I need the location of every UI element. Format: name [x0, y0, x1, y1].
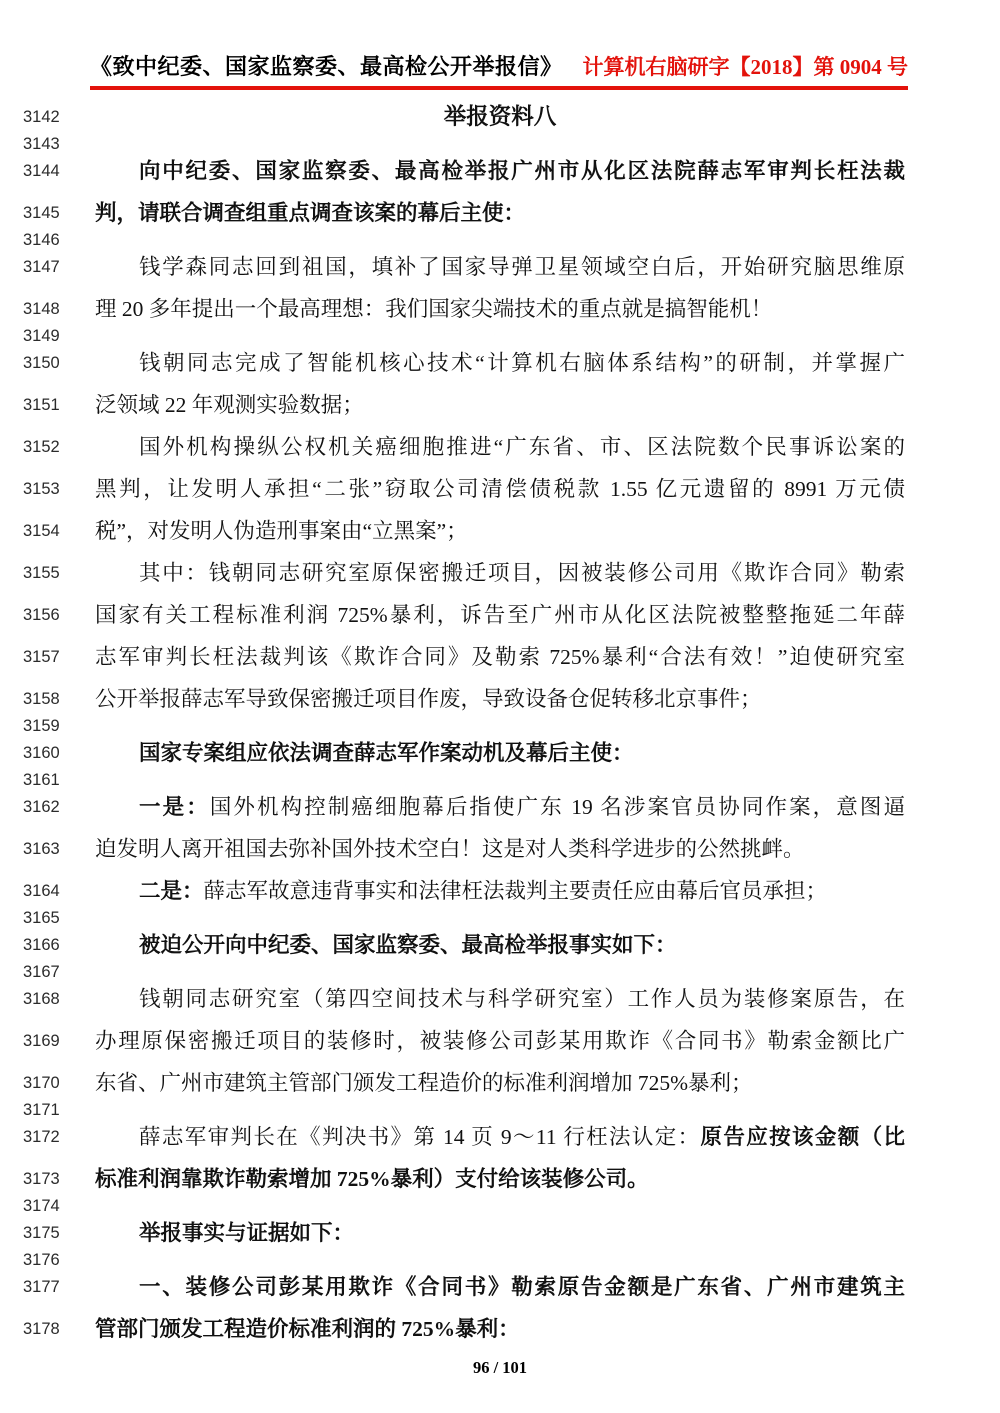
document-line [0, 1250, 1000, 1269]
document-line [0, 924, 1000, 966]
line-number: 3176 [23, 1250, 60, 1269]
document-line [0, 962, 1000, 981]
line-number: 3147 [23, 257, 60, 276]
line-text-segment: 国外机构操纵公权机关癌细胞推进“广东省、市、区法院数个民事诉讼案的 [139, 435, 905, 459]
line-text-segment: 钱学森同志回到祖国，填补了国家导弹卫星领域空白后，开始研究脑思维原 [139, 255, 905, 279]
line-number: 3177 [23, 1277, 60, 1296]
line-text-segment: 办理原保密搬迁项目的装修时，被装修公司彭某用欺诈《合同书》勒索金额比广 [95, 1029, 905, 1053]
document-line [0, 978, 1000, 1020]
document-line [0, 1158, 1000, 1200]
line-text [95, 246, 905, 288]
line-text-bold-segment: 举报资料八 [443, 104, 557, 129]
line-text [95, 1020, 905, 1062]
line-number: 3159 [23, 716, 60, 735]
header-doc-number: 计算机右脑研字【2018】第 0904 号 [582, 55, 908, 79]
document-line [0, 326, 1000, 345]
line-number: 3169 [23, 1031, 60, 1050]
document-line [0, 716, 1000, 735]
document-line [0, 732, 1000, 774]
page-indicator: 96 / 101 [472, 1358, 528, 1377]
line-text [95, 192, 905, 234]
line-text-segment: 东省、广州市建筑主管部门颁发工程造价的标准利润增加 725%暴利； [95, 1071, 753, 1095]
line-number: 3145 [23, 203, 60, 222]
line-text-segment: 薛志军审判长在《判决书》第 14 页 9～11 行枉法认定： [139, 1125, 701, 1149]
document-line [0, 1266, 1000, 1308]
line-text-bold-segment: 举报事实与证据如下： [139, 1221, 355, 1245]
line-text [95, 468, 905, 510]
line-text [95, 96, 905, 138]
document-line [0, 1062, 1000, 1104]
page-header [90, 50, 908, 90]
line-number: 3146 [23, 230, 60, 249]
line-text-bold-segment: 一、装修公司彭某用欺诈《合同书》勒索原告金额是广东省、广州市建筑主 [139, 1275, 905, 1299]
line-number: 3173 [23, 1169, 60, 1188]
line-text-bold-segment: 被迫公开向中纪委、国家监察委、最高检举报事实如下： [139, 933, 677, 957]
document-line [0, 134, 1000, 153]
document-line [0, 1020, 1000, 1062]
document-line [0, 552, 1000, 594]
line-text [95, 342, 905, 384]
document-line [0, 786, 1000, 828]
line-text-segment: 迫发明人离开祖国去弥补国外技术空白！这是对人类科学进步的公然挑衅。 [95, 837, 805, 861]
line-number: 3175 [23, 1223, 60, 1242]
line-text [95, 870, 905, 912]
line-text-segment: 钱朝同志完成了智能机核心技术“计算机右脑体系结构”的研制，并掌握广 [139, 351, 905, 375]
line-number: 3165 [23, 908, 60, 927]
line-number: 3164 [23, 881, 60, 900]
line-text-bold-segment: 向中纪委、国家监察委、最高检举报广州市从化区法院薛志军审判长枉法裁 [139, 159, 905, 183]
document-line [0, 1196, 1000, 1215]
line-text [95, 594, 905, 636]
line-text-segment: 其中：钱朝同志研究室原保密搬迁项目，因被装修公司用《欺诈合同》勒索 [139, 561, 905, 585]
line-text-segment: 国家有关工程标准利润 725%暴利，诉告至广州市从化区法院被整整拖延二年薛 [95, 603, 905, 627]
line-number: 3148 [23, 299, 60, 318]
document-line [0, 230, 1000, 249]
document-line [0, 96, 1000, 138]
document-line [0, 426, 1000, 468]
document-line [0, 246, 1000, 288]
line-text-segment: 公开举报薛志军导致保密搬迁项目作废，导致设备仓促转移北京事件； [95, 687, 762, 711]
document-line [0, 468, 1000, 510]
line-text [95, 1158, 905, 1200]
document-line [0, 1100, 1000, 1119]
line-number: 3156 [23, 605, 60, 624]
line-text [95, 732, 905, 774]
line-number: 3144 [23, 161, 60, 180]
line-number: 3149 [23, 326, 60, 345]
line-number: 3160 [23, 743, 60, 762]
page-footer [0, 1358, 1000, 1378]
line-text-bold-segment: 判，请联合调查组重点调查该案的幕后主使： [95, 201, 526, 225]
line-text-segment: 泛领域 22 年观测实验数据； [95, 393, 364, 417]
header-letter-title: 《致中纪委、国家监察委、最高检公开举报信》 [90, 54, 563, 79]
document-line [0, 770, 1000, 789]
document-line [0, 150, 1000, 192]
line-text [95, 1212, 905, 1254]
line-number: 3143 [23, 134, 60, 153]
document-body [0, 96, 1000, 1350]
line-number: 3158 [23, 689, 60, 708]
document-line [0, 1308, 1000, 1350]
line-text [95, 828, 905, 870]
line-text [95, 678, 905, 720]
line-number: 3167 [23, 962, 60, 981]
line-text [95, 288, 905, 330]
line-number: 3178 [23, 1319, 60, 1338]
line-number: 3152 [23, 437, 60, 456]
line-number: 3161 [23, 770, 60, 789]
line-text [95, 1308, 905, 1350]
line-text-segment: 薛志军故意违背事实和法律枉法裁判主要责任应由幕后官员承担； [203, 879, 828, 903]
document-line [0, 510, 1000, 552]
line-text [95, 552, 905, 594]
line-text [95, 1062, 905, 1104]
line-text [95, 1266, 905, 1308]
line-text [95, 1116, 905, 1158]
line-number: 3168 [23, 989, 60, 1008]
line-number: 3163 [23, 839, 60, 858]
line-text-segment: 志军审判长枉法裁判该《欺诈合同》及勒索 725%暴利“合法有效！”迫使研究室 [95, 645, 905, 669]
line-number: 3171 [23, 1100, 60, 1119]
line-text [95, 786, 905, 828]
line-number: 3170 [23, 1073, 60, 1092]
document-line [0, 1212, 1000, 1254]
document-line [0, 1116, 1000, 1158]
line-number: 3150 [23, 353, 60, 372]
line-text-bold-segment: 二是： [139, 879, 204, 903]
line-text-segment: 钱朝同志研究室（第四空间技术与科学研究室）工作人员为装修案原告，在 [139, 987, 905, 1011]
line-text [95, 150, 905, 192]
line-text-bold-segment: 管部门颁发工程造价标准利润的 725%暴利： [95, 1317, 520, 1341]
line-text-bold-segment: 一是： [139, 795, 210, 819]
line-number: 3166 [23, 935, 60, 954]
line-number: 3162 [23, 797, 60, 816]
line-text [95, 924, 905, 966]
document-line [0, 636, 1000, 678]
line-text-segment: 国外机构控制癌细胞幕后指使广东 19 名涉案官员协同作案，意图逼 [209, 795, 905, 819]
line-number: 3151 [23, 395, 60, 414]
document-line [0, 384, 1000, 426]
line-text [95, 636, 905, 678]
line-number: 3142 [23, 107, 60, 126]
line-number: 3155 [23, 563, 60, 582]
document-line [0, 192, 1000, 234]
line-number: 3157 [23, 647, 60, 666]
line-text [95, 426, 905, 468]
line-text-segment: 理 20 多年提出一个最高理想：我们国家尖端技术的重点就是搞智能机！ [95, 297, 773, 321]
line-number: 3172 [23, 1127, 60, 1146]
document-line [0, 908, 1000, 927]
document-line [0, 870, 1000, 912]
line-number: 3174 [23, 1196, 60, 1215]
line-text-bold-segment: 标准利润靠欺诈勒索增加 725%暴利）支付给该装修公司。 [95, 1167, 649, 1191]
line-text [95, 978, 905, 1020]
line-number: 3154 [23, 521, 60, 540]
line-text [95, 384, 905, 426]
line-text-segment: 税”，对发明人伪造刑事案由“立黑案”； [95, 519, 468, 543]
line-text [95, 510, 905, 552]
document-line [0, 288, 1000, 330]
document-line [0, 594, 1000, 636]
document-line [0, 342, 1000, 384]
line-text-bold-segment: 国家专案组应依法调查薛志军作案动机及幕后主使： [139, 741, 634, 765]
document-line [0, 678, 1000, 720]
document-line [0, 828, 1000, 870]
line-text-segment: 黑判，让发明人承担“二张”窃取公司清偿债税款 1.55 亿元遗留的 8991 万元债 [95, 477, 905, 501]
line-number: 3153 [23, 479, 60, 498]
line-text-bold-segment: 原告应按该金额（比 [700, 1125, 905, 1149]
